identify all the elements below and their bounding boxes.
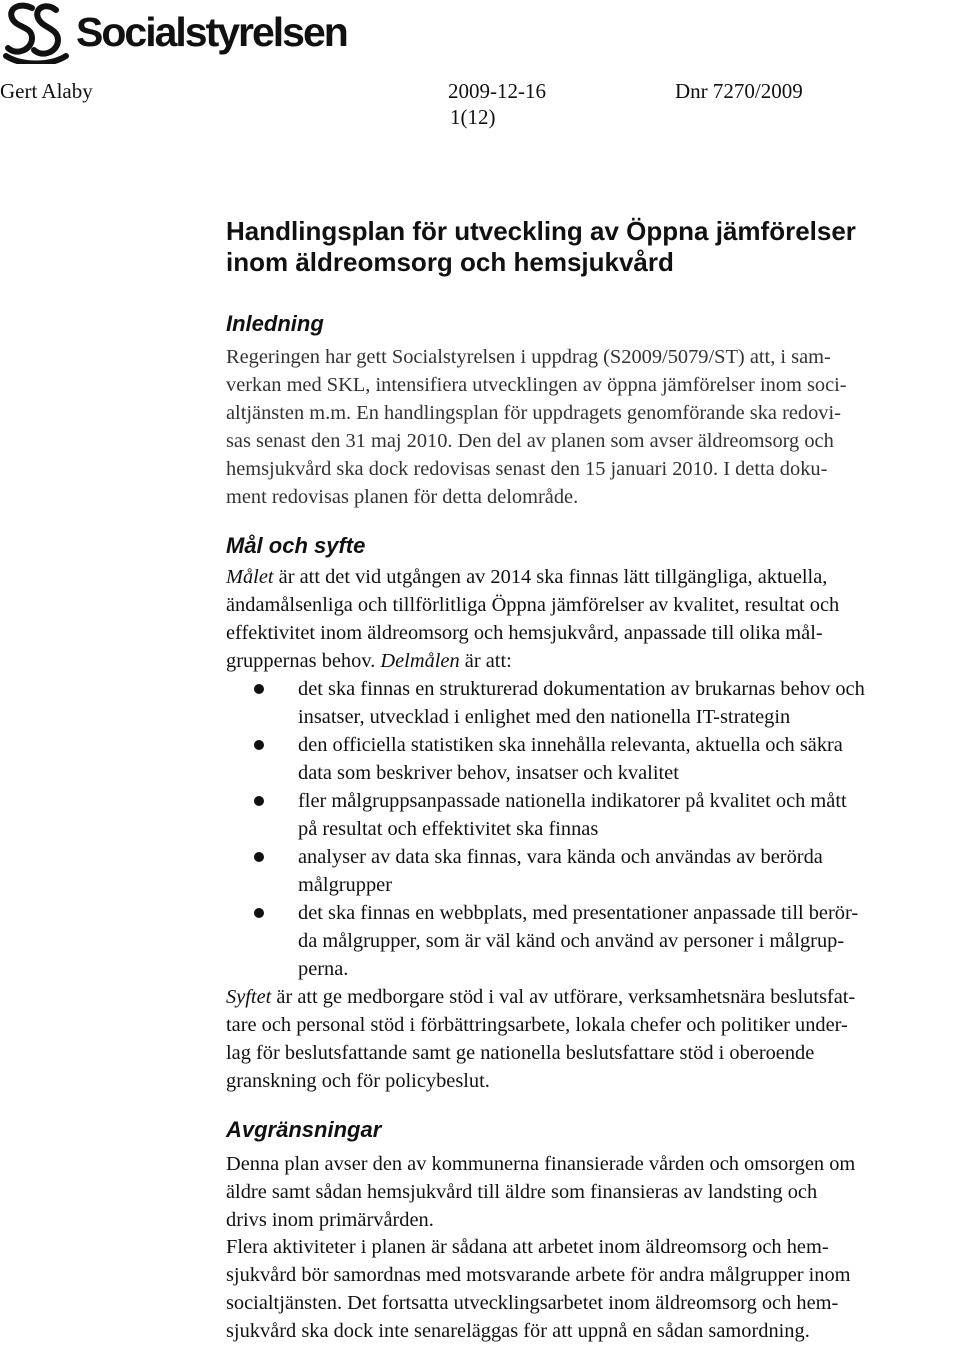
bullet-icon xyxy=(254,796,264,806)
document-title xyxy=(226,216,946,278)
text-line: ändamålsenliga och tillförlitliga Öppna jämförelser av kvalitet, resultat och xyxy=(226,594,840,616)
text-line xyxy=(226,563,960,591)
bullet-icon xyxy=(254,684,264,694)
text-line: det ska finnas en strukturerad dokumentation av brukarnas behov och xyxy=(298,678,865,700)
syftet-term: Syftet xyxy=(226,986,272,1008)
text-line: målgrupper xyxy=(298,874,392,896)
title-line: inom äldreomsorg och hemsjukvård xyxy=(226,247,674,277)
text-line: Denna plan avser den av kommunerna finansierade vården och omsorgen om xyxy=(226,1153,856,1175)
text-line: sjukvård bör samordnas med motsvarande arbete för andra målgrupper inom xyxy=(226,1264,851,1286)
document-date: 2009-12-16 xyxy=(448,79,546,103)
text-line: sjukvård ska dock inte senareläggas för att uppnå en sådan samordning. xyxy=(226,1320,810,1342)
text-line: Regeringen har gett Socialstyrelsen i uppdrag (S2009/5079/ST) att, i sam- xyxy=(226,346,831,368)
text-line: socialtjänsten. Det fortsatta utvecklingsarbetet inom äldreomsorg och hem- xyxy=(226,1292,839,1314)
text-line: hemsjukvård ska dock redovisas senast den 15 januari 2010. I detta doku- xyxy=(226,458,828,480)
text-run: gruppernas behov. xyxy=(226,650,381,672)
text-line: ment redovisas planen för detta delområde. xyxy=(226,486,579,508)
text-line: verkan med SKL, intensifiera utvecklingen av öppna jämförelser inom soci- xyxy=(226,374,847,396)
text-run: är att: xyxy=(459,650,512,672)
list-item xyxy=(226,899,960,983)
text-line: Flera aktiviteter i planen är sådana att arbetet inom äldreomsorg och hem- xyxy=(226,1236,829,1258)
text-line: det ska finnas en webbplats, med presentationer anpassade till berör- xyxy=(298,902,859,924)
text-line: på resultat och effektivitet ska finnas xyxy=(298,818,599,840)
text-line: analyser av data ska finnas, vara kända och användas av berörda xyxy=(298,846,823,868)
text-line: data som beskriver behov, insatser och kvalitet xyxy=(298,762,679,784)
heading-inledning: Inledning xyxy=(226,311,324,336)
bullet-icon xyxy=(254,740,264,750)
list-item xyxy=(226,731,960,787)
text-run: är att ge medborgare stöd i val av utförare, verksamhetsnära beslutsfat- xyxy=(271,986,856,1008)
avgransningar-paragraph-2 xyxy=(226,1233,960,1345)
malet-term: Målet xyxy=(226,566,274,588)
inledning-paragraph xyxy=(226,343,960,511)
list-item xyxy=(226,843,960,899)
text-line xyxy=(226,647,960,675)
text-line: drivs inom primärvården. xyxy=(226,1209,434,1231)
text-line: sas senast den 31 maj 2010. Den del av planen som avser äldreomsorg och xyxy=(226,430,834,452)
text-line: altjänsten m.m. En handlingsplan för uppdragets genomförande ska redovi- xyxy=(226,402,841,424)
text-run: är att det vid utgången av 2014 ska finnas lätt tillgängliga, aktuella, xyxy=(273,566,828,588)
mal-paragraph xyxy=(226,563,960,675)
title-line: Handlingsplan för utveckling av Öppna jämförelser xyxy=(226,216,856,246)
author-name: Gert Alaby xyxy=(0,79,93,103)
text-line: effektivitet inom äldreomsorg och hemsjukvård, anpassade till olika mål- xyxy=(226,622,823,644)
delmalen-term: Delmålen xyxy=(380,650,460,672)
logo-emblem-icon xyxy=(2,0,70,64)
avgransningar-paragraph-1 xyxy=(226,1150,960,1234)
text-line xyxy=(226,983,960,1011)
dnr-number: Dnr 7270/2009 xyxy=(675,79,803,103)
text-line: da målgrupper, som är väl känd och använd av personer i målgrup- xyxy=(298,930,845,952)
delmal-bullet-list xyxy=(226,675,960,983)
bullet-icon xyxy=(254,908,264,918)
text-line: tare och personal stöd i förbättringsarbete, lokala chefer och politiker under- xyxy=(226,1014,848,1036)
bullet-icon xyxy=(254,852,264,862)
heading-avgransningar: Avgränsningar xyxy=(226,1117,382,1142)
text-line: fler målgruppsanpassade nationella indikatorer på kvalitet och mått xyxy=(298,790,847,812)
text-line: insatser, utvecklad i enlighet med den nationella IT-strategin xyxy=(298,706,791,728)
text-line: lag för beslutsfattande samt ge nationella beslutsfattare stöd i oberoende xyxy=(226,1042,815,1064)
syftet-paragraph xyxy=(226,983,960,1095)
list-item xyxy=(226,787,960,843)
text-line: granskning och för policybeslut. xyxy=(226,1070,490,1092)
list-item xyxy=(226,675,960,731)
text-line: äldre samt sådan hemsjukvård till äldre som finansieras av landsting och xyxy=(226,1181,818,1203)
page-number: 1(12) xyxy=(450,105,496,129)
text-line: perna. xyxy=(298,958,349,980)
text-line: den officiella statistiken ska innehålla relevanta, aktuella och säkra xyxy=(298,734,843,756)
logo-wordmark: Socialstyrelsen xyxy=(76,9,347,55)
heading-mal-och-syfte: Mål och syfte xyxy=(226,533,366,558)
